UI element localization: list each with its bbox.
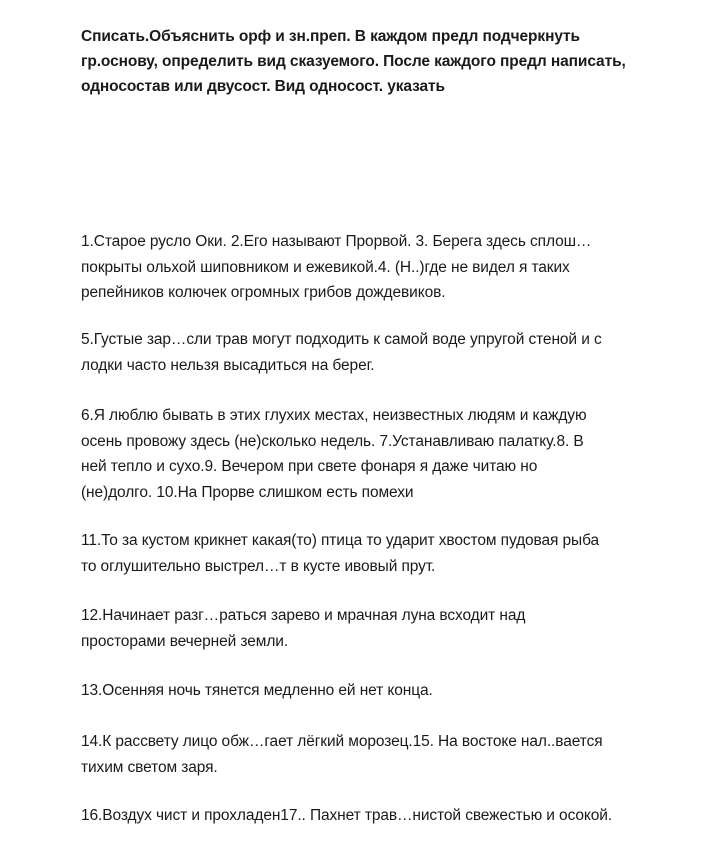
text-line: осень провожу здесь (не)сколько недель. 7.Устанавливаю палатку.8. В	[81, 432, 584, 450]
text-line: (не)долго. 10.На Прорве слишком есть помехи	[81, 483, 414, 501]
task-instructions	[81, 24, 681, 99]
task-line: Списать.Объяснить орф и зн.преп. В каждом предл подчеркнуть	[81, 28, 580, 45]
text-line: 5.Густые зар…сли трав могут подходить к самой воде упругой стеной и с	[81, 331, 602, 348]
text-line: 13.Осенняя ночь тянется медленно ей нет конца.	[81, 682, 433, 699]
paragraph-sentences-14-15	[81, 729, 701, 780]
paragraph-sentence-13	[81, 678, 701, 704]
paragraph-sentence-5	[81, 327, 701, 378]
paragraph-sentences-16-17	[81, 803, 701, 829]
task-line: гр.основу, определить вид сказуемого. После каждого предл написать,	[81, 53, 626, 70]
paragraph-sentences-1-4	[81, 229, 701, 306]
paragraph-sentence-12	[81, 603, 701, 654]
task-line: односостав или двусост. Вид односост. указать	[81, 78, 445, 95]
paragraph-sentences-6-10	[81, 403, 701, 505]
text-line: 1.Старое русло Оки. 2.Его называют Прорвой. 3. Берега здесь сплош…	[81, 233, 592, 250]
text-line: 11.То за кустом крикнет какая(то) птица то ударит хвостом пудовая рыба	[81, 532, 600, 549]
text-line: 6.Я люблю бывать в этих глухих местах, неизвестных людям и каждую	[81, 407, 587, 424]
text-line: 16.Воздух чист и прохладен17.. Пахнет трав…нистой свежестью и осокой.	[81, 807, 613, 824]
text-line: ней тепло и сухо.9. Вечером при свете фонаря я даже читаю но	[81, 458, 538, 475]
text-line: 14.К рассвету лицо обж…гает лёгкий морозец.15. На востоке нал..вается	[81, 733, 603, 750]
text-line: просторами вечерней земли.	[81, 632, 289, 650]
text-line: лодки часто нельзя высадиться на берег.	[81, 356, 375, 374]
text-line: 12.Начинает разг…раться зарево и мрачная луна всходит над	[81, 607, 526, 624]
paragraph-sentence-11	[81, 528, 701, 579]
text-line: то оглушительно выстрел…т в кусте ивовый прут.	[81, 557, 436, 575]
text-line: тихим светом заря.	[81, 758, 218, 776]
text-line: покрыты ольхой шиповником и ежевикой.4. (Н..)где не видел я таких	[81, 258, 570, 276]
text-line: репейников колючек огромных грибов дождевиков.	[81, 284, 446, 301]
